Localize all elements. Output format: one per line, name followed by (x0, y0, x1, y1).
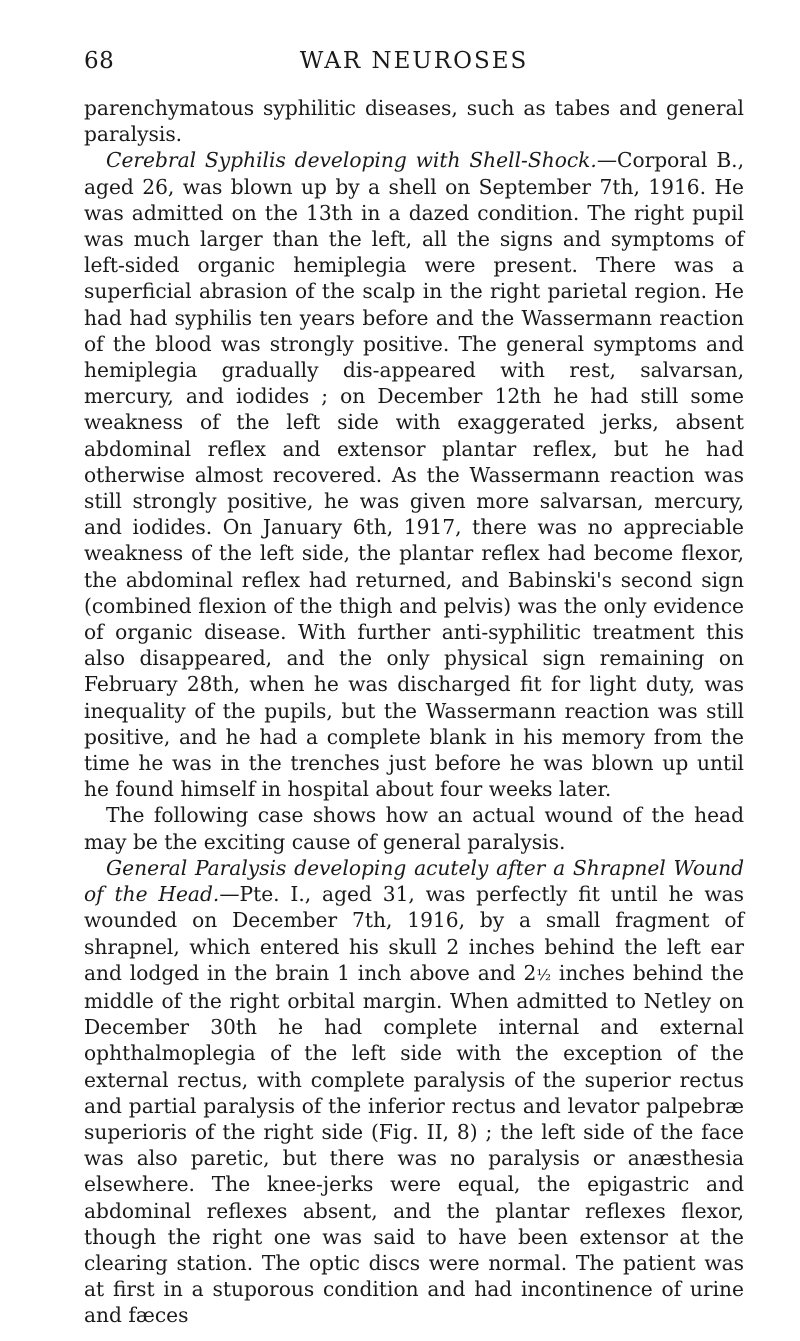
case-text: —Corporal B., aged 26, was blown up by a shell on September 7th, 1916. He was admitted on the 13th in a dazed condition. The right pupil was much larger than the left, all the signs and symptoms of left-sided organic hemiplegia were present. There was a superficial abrasion of the scalp in the right parietal region. He had had syphilis ten years before and the Wassermann reaction of the blood was strongly positive. The general symptoms and hemiplegia gradually dis-appeared with rest, salvarsan, mercury, and iodides ; on December 12th he had still some weakness of the left side with exaggerated jerks, absent abdominal reflex and extensor plantar reflex, but he had otherwise almost recovered. As the Wassermann reaction was still strongly positive, he was given more salvarsan, mercury, and iodides. On January 6th, 1917, there was no appreciable weakness of the left side, the plantar reflex had become flexor, the abdominal reflex had returned, and Babinski's second sign (combined flexion of the thigh and pelvis) was the only evidence of organic disease. With further anti-syphilitic treatment this also disappeared, and the only physical sign remaining on February 28th, when he was discharged fit for light duty, was inequality of the pupils, but the Wassermann reaction was still positive, and he had a complete blank in his memory from the time he was in the trenches just before he was blown up until he found himself in hospital about four weeks later. (84, 148, 744, 802)
running-head: WAR NEUROSES (299, 48, 529, 74)
paragraph-case-cerebral-syphilis (84, 147, 744, 802)
case-title: General Paralysis developing acutely after a Shrapnel Wound of the Head. (84, 855, 744, 907)
case-text-continued: inches behind the middle of the right orbital margin. When admitted to Netley on December 30th he had complete internal and external ophthalmoplegia of the left side with the exception of the external rectus, with complete paralysis of the superior rectus and partial paralysis of the inferior rectus and levator palpebræ superioris of the right side (Fig. II, 8) ; the left side of the face was also paretic, but there was no paralysis or anæsthesia elsewhere. The knee-jerks were equal, the epigastric and abdominal reflexes absent, and the plantar reflexes flexor, though the right one was said to have been extensor at the clearing station. The optic discs were normal. The patient was at first in a stuporous condition and had incontinence of urine and fæces (84, 960, 744, 1328)
case-text: —Pte. I., aged 31, was perfectly fit until he was wounded on December 7th, 1916, by a small fragment of shrapnel, which entered his skull 2 inches behind the left ear and lodged in the brain 1 inch above and 2 (84, 882, 744, 985)
page-header (84, 48, 744, 88)
fraction: ½ (536, 965, 552, 984)
paragraph-continuation: parenchymatous syphilitic diseases, such as tabes and general paralysis. (84, 96, 744, 147)
body-text (84, 95, 744, 1329)
page-number: 68 (84, 48, 115, 74)
paragraph-case-general-paralysis (84, 855, 744, 1329)
paragraph-intro: The following case shows how an actual wound of the head may be the exciting cause of general paralysis. (84, 803, 744, 854)
case-title: Cerebral Syphilis developing with Shell-Shock. (106, 148, 597, 173)
